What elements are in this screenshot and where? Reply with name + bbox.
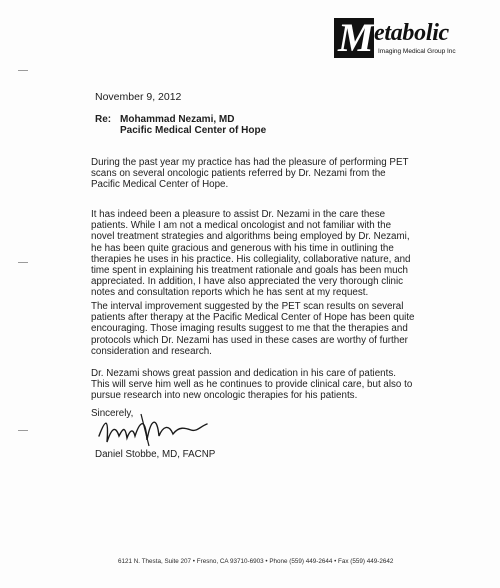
logo-wordmark: etabolic [374,20,449,46]
scan-edge-mark [18,262,28,263]
re-organization: Pacific Medical Center of Hope [120,125,267,136]
logo-mark [334,15,374,60]
logo-initial: M [338,15,374,60]
letterhead-footer: 6121 N. Thesta, Suite 207 • Fresno, CA 93710-6903 • Phone (559) 449-2644 • Fax (559) 449-2642 [118,558,394,565]
letter-date: November 9, 2012 [95,91,182,103]
closing: Sincerely, [91,408,134,419]
body-paragraph: Dr. Nezami shows great passion and dedication in his care of patients. This will serve him well as he continues to provide clinical care, but also to pursue research into new oncologic therapies for his patients. [91,368,413,402]
signer-name: Daniel Stobbe, MD, FACNP [95,449,216,460]
handwritten-signature [95,406,215,452]
re-label: Re: [95,114,112,125]
body-paragraph: It has indeed been a pleasure to assist Dr. Nezami in the care these patients. While I am not a medical oncologist and not familiar with the novel treatment strategies and algorithms being employed by Dr. Nezami, he has been quite gracious and generous with his time in outlining the therapies he uses in his practice. His collegiality, collaborative nature, and time spent in explaining his treatment rationale and goals has been much appreciated. In addition, I have also appreciated the very thorough clinic notes and consultation reports which he has sent at my request. [91,209,411,299]
body-paragraph: During the past year my practice has had the pleasure of performing PET scans on several oncologic patients referred by Dr. Nezami from the Pacific Medical Center of Hope. [91,157,409,191]
scan-edge-mark [18,430,28,431]
re-name: Mohammad Nezami, MD [120,114,235,125]
logo-subtitle: Imaging Medical Group Inc [378,48,456,55]
company-logo [334,14,484,60]
scan-edge-mark [18,70,28,71]
body-paragraph: The interval improvement suggested by the PET scan results on several patients after therapy at the Pacific Medical Center of Hope has been quite encouraging. Those imaging results suggest to me that the therapies and protocols which Dr. Nezami has used in these cases are worthy of further consideration and research. [91,301,415,357]
